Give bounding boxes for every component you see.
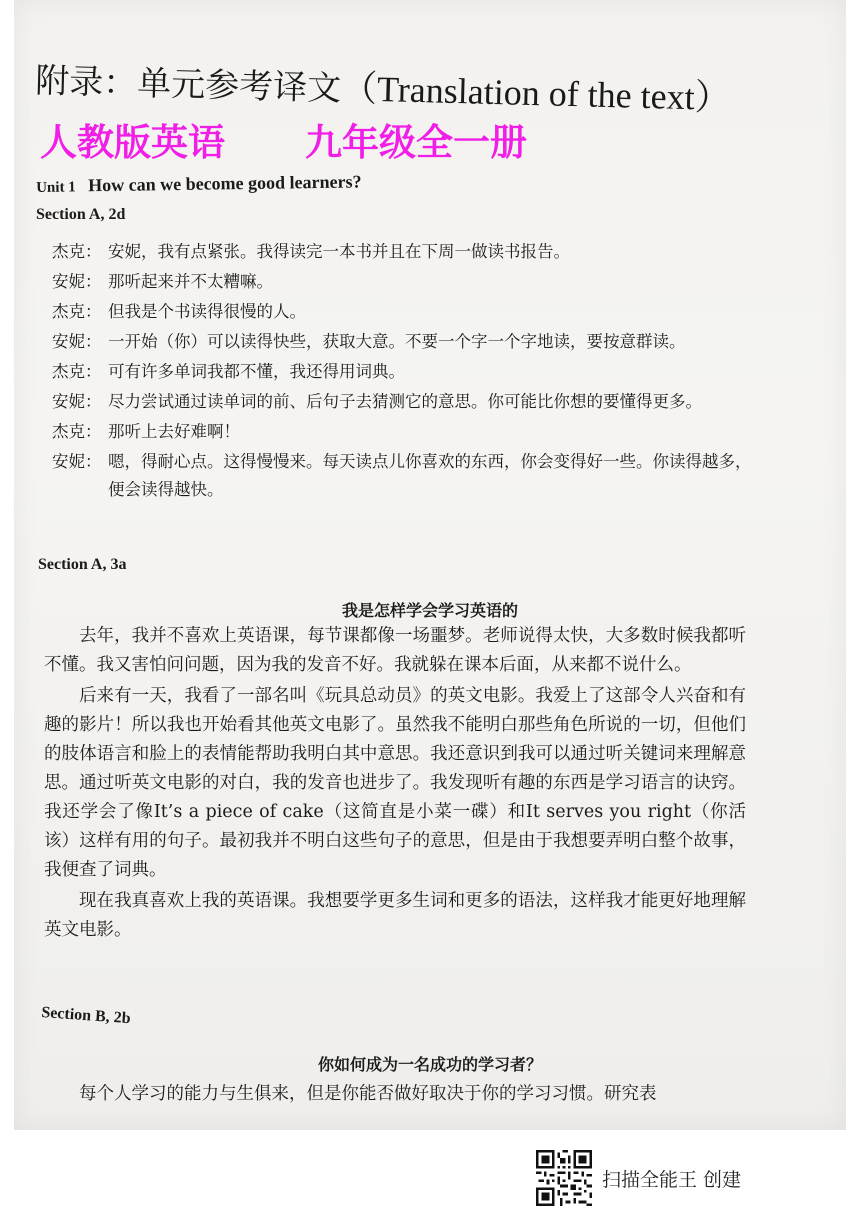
speaker-label: 杰克：: [52, 302, 102, 321]
section-b2b-heading: Section B, 2b: [40, 1004, 132, 1028]
unit-title: How can we become good learners?: [87, 171, 362, 196]
speaker-label: 杰克：: [52, 362, 102, 381]
essay-title: 我是怎样学会学习英语的: [341, 601, 518, 620]
dialogue-line: [52, 328, 752, 356]
essay-paragraph: 去年，我并不喜欢上英语课，每节课都像一场噩梦。老师说得太快，大多数时候我都听不懂。我又害怕问问题，因为我的发音不好。我就躲在课本后面，从来都不说什么。: [44, 626, 746, 675]
speaker-label: 安妮：: [52, 392, 102, 411]
dialogue-text: 安妮，我有点紧张。我得读完一本书并且在下周一做读书报告。: [108, 242, 570, 261]
speaker-label: 杰克：: [52, 422, 102, 441]
dialogue-text: 那听上去好难啊！: [108, 422, 240, 441]
subtitle-grade: 九年级全一册: [305, 121, 527, 164]
dialogue-text: 那听起来并不太糟嘛。: [108, 272, 273, 291]
dialogue-line: [52, 448, 752, 504]
speaker-label: 安妮：: [52, 272, 102, 291]
textbook-subtitle: [40, 112, 527, 166]
dialogue: [52, 238, 752, 506]
dialogue-text: 嗯，得耐心点。这得慢慢来。每天读点儿你喜欢的东西，你会变得好一些。你读得越多，便会读得越快。: [108, 452, 752, 499]
qr-code-icon: [536, 1150, 592, 1206]
speaker-label: 安妮：: [52, 332, 102, 351]
unit-number: Unit 1: [36, 179, 76, 196]
speaker-label: 杰克：: [52, 242, 102, 261]
dialogue-line: [52, 298, 752, 326]
reading-title: 你如何成为一名成功的学习者？: [317, 1055, 542, 1074]
subtitle-publisher: 人教版英语: [40, 121, 225, 164]
reading-first-line: 每个人学习的能力与生俱来，但是你能否做好取决于你的学习习惯。研究表: [79, 1084, 657, 1104]
badge-label: 扫描全能王 创建: [602, 1168, 742, 1191]
essay-paragraph: 后来有一天，我看了一部名叫《玩具总动员》的英文电影。我爱上了这部令人兴奋和有趣的影片！所以我也开始看其他英文电影了。虽然我不能明白那些角色所说的一切，但他们的肢体语言和脸上的表情能帮助我明白其中意思。我还意识到我可以通过听关键词来理解意思。通过听英文电影的对白，我的发音也进步了。我发现听有趣的东西是学习语言的诀窍。我还学会了像It’s a piece of cake（这简直是小菜一碟）和It serves you right（你活该）这样有用的句子。最初我并不明白这些句子的意思，但是由于我想要弄明白整个故事，我便查了词典。: [44, 686, 746, 880]
page-title-cn: 附录：单元参考译文: [34, 60, 342, 109]
dialogue-line: [52, 388, 752, 416]
dialogue-line: [52, 268, 752, 296]
section-a3a-heading: Section A, 3a: [38, 556, 127, 573]
scanned-page: [14, 0, 846, 1130]
section-a2d-heading: Section A, 2d: [36, 206, 126, 223]
dialogue-line: [52, 238, 752, 266]
essay-body: [44, 622, 746, 947]
camscanner-badge: [536, 1150, 741, 1206]
dialogue-line: [52, 358, 752, 386]
speaker-label: 安妮：: [52, 452, 102, 471]
dialogue-text: 一开始（你）可以读得快些，获取大意。不要一个字一个字地读，要按意群读。: [108, 332, 686, 351]
dialogue-text: 但我是个书读得很慢的人。: [108, 302, 306, 321]
essay-paragraph: 现在我真喜欢上我的英语课。我想要学更多生词和更多的语法，这样我才能更好地理解英文电影。: [44, 891, 746, 940]
dialogue-text: 可有许多单词我都不懂，我还得用词典。: [108, 362, 405, 381]
page-title-en: （Translation of the text）: [340, 68, 732, 119]
dialogue-text: 尽力尝试通过读单词的前、后句子去猜测它的意思。你可能比你想的要懂得更多。: [108, 392, 702, 411]
dialogue-line: [52, 418, 752, 446]
